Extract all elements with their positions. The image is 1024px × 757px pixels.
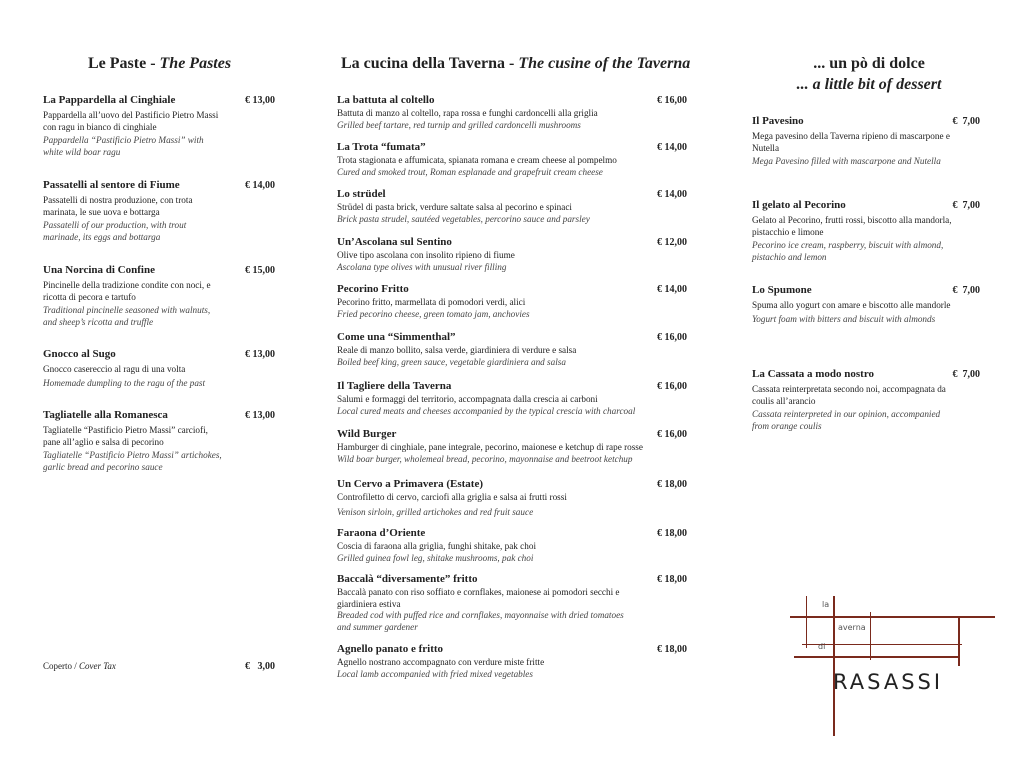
item-desc-en: Local cured meats and cheeses accompanied by the typical crescia with charcoal [337, 405, 636, 416]
item-name: Agnello panato e fritto [337, 643, 444, 655]
item-desc-en: Grilled beef tartare, red turnip and grilled cardoncelli mushrooms [337, 119, 581, 130]
menu-item [337, 527, 687, 564]
item-desc: Olive tipo ascolana con insolito ripieno di fiume [337, 250, 515, 260]
logo-line [958, 616, 960, 666]
item-desc-en: Venison sirloin, grilled artichokes and red fruit sauce [337, 506, 534, 517]
cover-tax-label: Coperto / [43, 661, 79, 671]
item-desc-en: Mega Pavesino filled with mascarpone and Nutella [752, 156, 941, 166]
title-it: Le Paste [88, 55, 147, 72]
menu-item [337, 428, 687, 465]
cover-tax [43, 660, 275, 672]
item-desc: Pappardella all’uovo del Pastificio Pietro Massi con ragu in bianco di cinghiale [43, 110, 219, 132]
menu-item [337, 331, 687, 368]
item-desc-en: Pappardella “Pastificio Pietro Massi” with white wild boar ragu [43, 135, 204, 157]
logo-di: di [818, 642, 826, 651]
item-name: Lo Spumone [752, 284, 812, 296]
item-desc: Mega pavesino della Taverna ripieno di mascarpone e Nutella [752, 131, 950, 153]
item-desc: Agnello nostrano accompagnato con verdure miste fritte [337, 657, 545, 667]
item-desc-en: Passatelli of our production, with trout marinade, its eggs and bottarga [43, 220, 187, 242]
menu-item [337, 141, 687, 178]
item-desc-en: Local lamb accompanied with fried mixed vegetables [337, 668, 533, 679]
item-price: € 14,00 [657, 142, 687, 153]
item-price: € 16,00 [657, 429, 687, 440]
item-price: € 16,00 [657, 95, 687, 106]
item-price: € 15,00 [245, 265, 275, 276]
item-desc-en: Breaded cod with puffed rice and cornflakes, mayonnaise with dried tomatoes and summer gardener [337, 610, 624, 632]
item-price: € 16,00 [657, 381, 687, 392]
item-price: € 18,00 [657, 644, 687, 655]
item-price: € 18,00 [657, 479, 687, 490]
item-desc: Baccalà panato con riso soffiato e cornflakes, maionese ai pomodori secchi e giardiniera estiva [337, 587, 620, 609]
section-title-pastes [88, 55, 231, 73]
item-desc-en: Grilled guinea fowl leg, shitake mushrooms, pak choi [337, 552, 534, 563]
item-name: Baccalà “diversamente” fritto [337, 573, 478, 585]
title-en: The cusine of the Taverna [518, 55, 691, 72]
item-name: Una Norcina di Confine [43, 264, 155, 276]
item-price: € 13,00 [245, 95, 275, 106]
item-price: € 7,00 [952, 285, 980, 296]
menu-item [43, 348, 275, 389]
item-desc: Pincinelle della tradizione condite con noci, e ricotta di pecora e tartufo [43, 280, 211, 302]
item-name: Il gelato al Pecorino [752, 199, 846, 211]
item-desc: Trota stagionata e affumicata, spianata romana e cream cheese al pompelmo [337, 155, 617, 165]
section-title-cucina [341, 55, 690, 73]
item-name: Il Tagliere della Taverna [337, 380, 452, 392]
title-it: La cucina della Taverna [341, 55, 506, 72]
menu-item [43, 409, 275, 473]
item-desc-en: Tagliatelle “Pastificio Pietro Massi” artichokes, garlic bread and pecorino sauce [43, 450, 222, 472]
item-desc-en: Cured and smoked trout, Roman esplanade and grapefruit cream cheese [337, 166, 603, 177]
menu-item [337, 478, 687, 518]
logo-line [806, 596, 807, 648]
item-name: Tagliatelle alla Romanesca [43, 409, 168, 421]
section-title-dolce [784, 55, 954, 94]
item-price: € 7,00 [952, 369, 980, 380]
item-desc-en: Boiled beef king, green sauce, vegetable giardiniera and salsa [337, 356, 566, 367]
logo-line [790, 616, 995, 618]
menu-item [752, 115, 980, 168]
cover-tax-label-en: Cover Tax [79, 661, 116, 671]
item-price: € 7,00 [952, 200, 980, 211]
taverna-frasassi-logo [790, 596, 995, 736]
item-desc: Passatelli di nostra produzione, con trota marinata, le sue uova e bottarga [43, 195, 193, 217]
item-desc: Battuta di manzo al coltello, rapa rossa e funghi cardoncelli alla griglia [337, 108, 598, 118]
menu-item [337, 188, 687, 225]
menu-item [337, 573, 687, 633]
item-name: Un’Ascolana sul Sentino [337, 236, 452, 248]
item-name: Wild Burger [337, 428, 397, 440]
logo-la: la [822, 600, 830, 609]
item-desc-en: Fried pecorino cheese, green tomato jam, anchovies [337, 308, 530, 319]
item-desc-en: Wild boar burger, wholemeal bread, pecorino, mayonnaise and beetroot ketchup [337, 453, 633, 464]
menu-item [752, 284, 980, 325]
item-price: € 18,00 [657, 574, 687, 585]
item-desc-en: Brick pasta strudel, sautéed vegetables, percorino sauce and parsley [337, 213, 590, 224]
item-price: € 14,00 [657, 189, 687, 200]
item-desc: Hamburger di cinghiale, pane integrale, pecorino, maionese e ketchup di rape rosse [337, 442, 643, 452]
menu-item [752, 368, 980, 432]
logo-line [794, 656, 959, 658]
item-price: € 13,00 [245, 410, 275, 421]
item-desc: Gnocco casereccio al ragu di una volta [43, 364, 186, 374]
menu-item [43, 94, 275, 158]
item-name: Faraona d’Oriente [337, 527, 426, 539]
menu-item [752, 199, 980, 263]
item-desc: Cassata reinterpretata secondo noi, accompagnata da coulis all’arancio [752, 384, 946, 406]
item-name: La Trota “fumata” [337, 141, 426, 153]
item-desc-en: Pecorino ice cream, raspberry, biscuit with almond, pistachio and lemon [752, 240, 944, 262]
item-name: La Pappardella al Cinghiale [43, 94, 176, 106]
item-desc-en: Ascolana type olives with unusual river filling [337, 261, 507, 272]
item-desc: Coscia di faraona alla griglia, funghi shitake, pak choi [337, 541, 536, 551]
item-price: € 18,00 [657, 528, 687, 539]
title-en: The Pastes [159, 55, 232, 72]
item-name: Il Pavesino [752, 115, 804, 127]
item-name: Lo strüdel [337, 188, 386, 200]
item-price: € 13,00 [245, 349, 275, 360]
item-name: Un Cervo a Primavera (Estate) [337, 478, 484, 490]
item-desc: Controfiletto di cervo, carciofi alla griglia e salsa ai frutti rossi [337, 492, 567, 502]
menu-item [43, 179, 275, 243]
item-name: Come una “Simmenthal” [337, 331, 456, 343]
title-sep: - [146, 55, 160, 72]
item-name: La battuta al coltello [337, 94, 435, 106]
title-en: ... a little bit of dessert [796, 76, 942, 93]
item-desc-en: Yogurt foam with bitters and biscuit with almonds [752, 313, 936, 324]
item-name: La Cassata a modo nostro [752, 368, 875, 380]
item-price: € 14,00 [245, 180, 275, 191]
item-desc: Strüdel di pasta brick, verdure saltate salsa al pecorino e spinaci [337, 202, 572, 212]
item-desc-en: Homemade dumpling to the ragu of the past [43, 377, 206, 388]
item-price: € 12,00 [657, 237, 687, 248]
item-name: Gnocco al Sugo [43, 348, 116, 360]
item-desc: Pecorino fritto, marmellata di pomodori verdi, alici [337, 297, 526, 307]
item-desc: Salumi e formaggi del territorio, accompagnata dalla crescia ai carboni [337, 394, 598, 404]
item-price: € 16,00 [657, 332, 687, 343]
item-name: Pecorino Fritto [337, 283, 409, 295]
item-desc: Gelato al Pecorino, frutti rossi, biscotto alla mandorla, pistacchio e limone [752, 215, 952, 237]
item-desc-en: Cassata reinterpreted in our opinion, accompanied from orange coulis [752, 409, 941, 431]
logo-name: RASASSI [833, 670, 944, 694]
item-name: Passatelli al sentore di Fiume [43, 179, 180, 191]
logo-line [802, 644, 962, 645]
item-price: € 14,00 [657, 284, 687, 295]
logo-line [833, 596, 835, 736]
item-desc-en: Traditional pincinelle seasoned with walnuts, and sheep’s ricotta and truffle [43, 305, 211, 327]
logo-line [870, 612, 871, 660]
item-price: € 7,00 [952, 116, 980, 127]
item-desc: Spuma allo yogurt con amare e biscotto alle mandorle [752, 300, 951, 310]
title-it: ... un pò di dolce [813, 55, 925, 72]
menu-item [337, 236, 687, 273]
menu-item [43, 264, 275, 328]
cover-tax-price: € 3,00 [245, 661, 275, 672]
menu-item [337, 94, 687, 131]
menu-item [337, 643, 687, 680]
menu-item [337, 283, 687, 320]
menu-item [337, 380, 687, 417]
item-desc: Tagliatelle “Pastificio Pietro Massi” carciofi, pane all’aglio e salsa di pecorino [43, 425, 208, 447]
logo-taverna: averna [838, 623, 866, 632]
item-desc: Reale di manzo bollito, salsa verde, giardiniera di verdure e salsa [337, 345, 577, 355]
title-sep: - [505, 55, 519, 72]
